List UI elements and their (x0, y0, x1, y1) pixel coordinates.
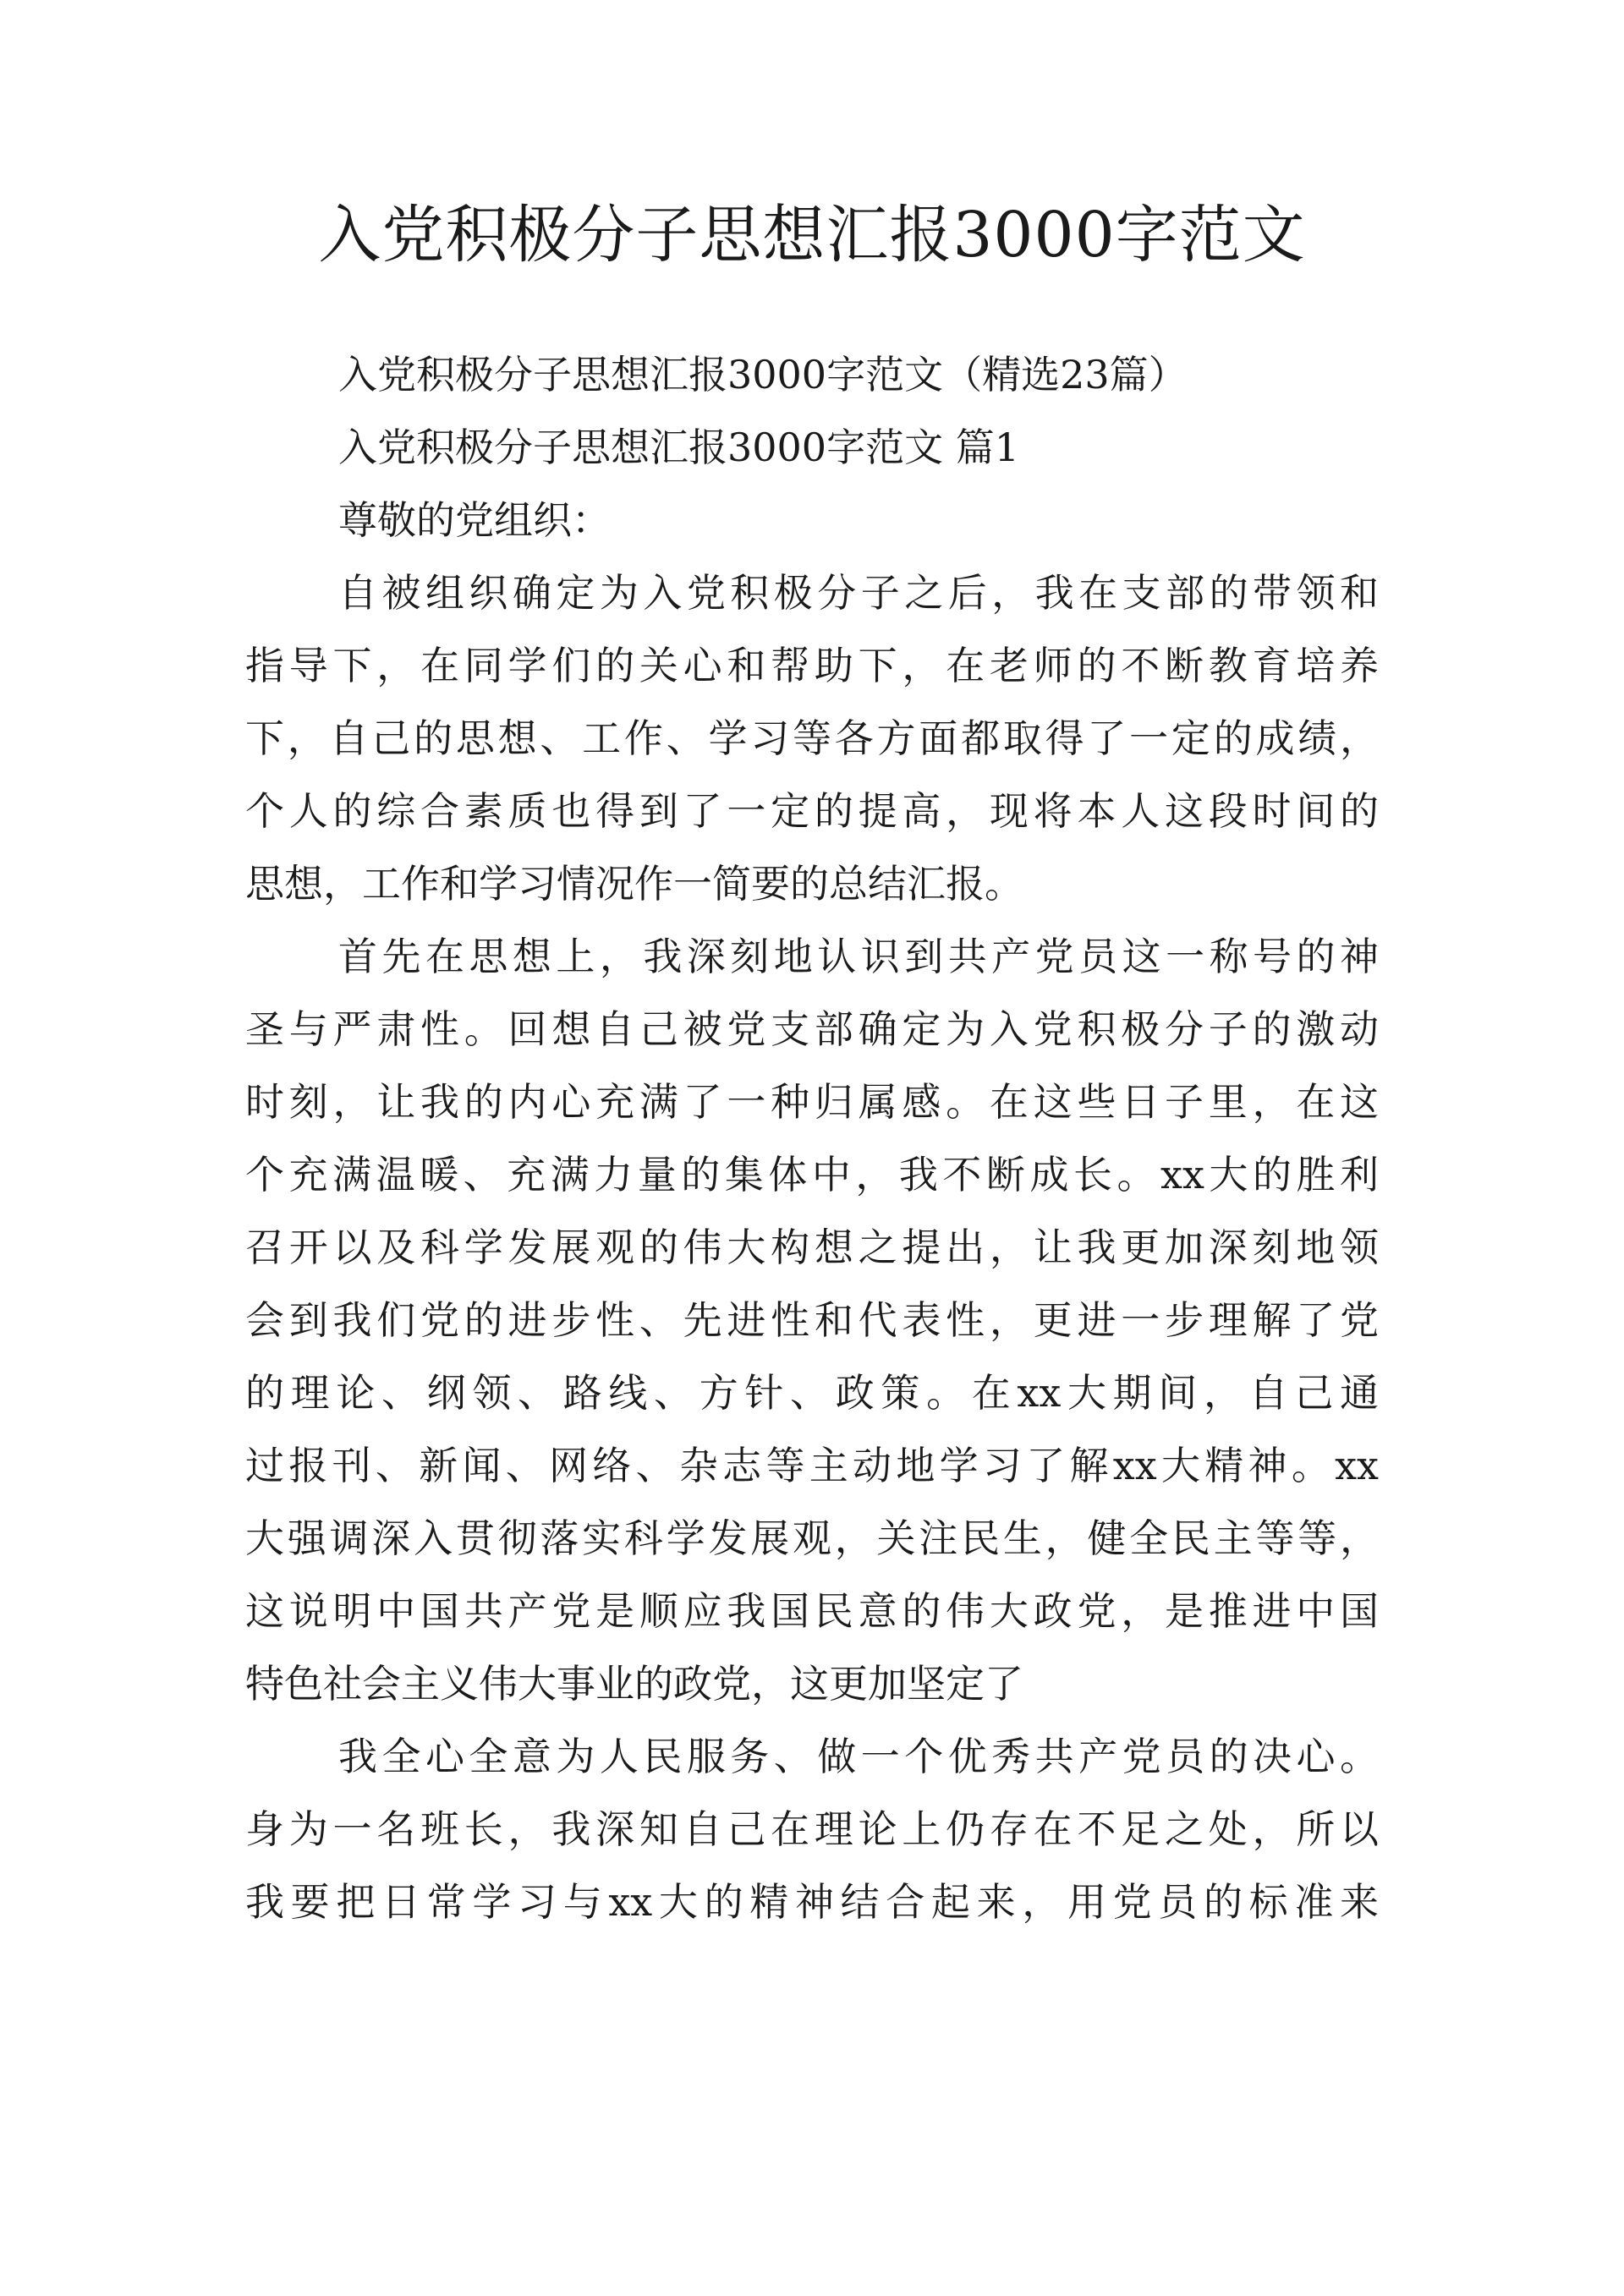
paragraph-3 (245, 1720, 1379, 1938)
paragraph-line: 特色社会主义伟大事业的政党，这更加坚定了 (245, 1661, 1023, 1707)
salutation: 尊敬的党组织： (338, 497, 611, 543)
paragraph-line: 我全心全意为人民服务、做一个优秀共产党员的决心。 (338, 1734, 1379, 1779)
paragraph-2 (245, 920, 1379, 1720)
paragraph-line: 指导下，在同学们的关心和帮助下，在老师的不断教育培养 (245, 643, 1379, 688)
paragraph-1 (245, 556, 1379, 920)
document-title: 入党积极分子思想汇报3000字范文 (318, 199, 1306, 271)
paragraph-line: 下，自己的思想、工作、学习等各方面都取得了一定的成绩， (245, 715, 1379, 761)
paragraph-line: 大强调深入贯彻落实科学发展观，关注民生，健全民主等等， (245, 1515, 1379, 1561)
paragraph-line: 的理论、纲领、路线、方针、政策。在xx大期间，自己通 (245, 1370, 1379, 1416)
document-subtitle: 入党积极分子思想汇报3000字范文（精选23篇） (338, 352, 1188, 397)
paragraph-line: 个人的综合素质也得到了一定的提高，现将本人这段时间的 (245, 788, 1379, 834)
paragraph-line: 身为一名班长，我深知自己在理论上仍存在不足之处，所以 (245, 1806, 1379, 1852)
paragraph-line: 圣与严肃性。回想自己被党支部确定为入党积极分子的激动 (245, 1006, 1379, 1052)
section-heading: 入党积极分子思想汇报3000字范文 篇1 (338, 425, 1019, 470)
paragraph-line: 召开以及科学发展观的伟大构想之提出，让我更加深刻地领 (245, 1225, 1379, 1270)
paragraph-line: 时刻，让我的内心充满了一种归属感。在这些日子里，在这 (245, 1079, 1379, 1125)
document-body (245, 338, 1379, 1938)
paragraph-line: 思想，工作和学习情况作一简要的总结汇报。 (245, 861, 1023, 907)
paragraph-line: 这说明中国共产党是顺应我国民意的伟大政党，是推进中国 (245, 1588, 1379, 1634)
paragraph-line: 过报刊、新闻、网络、杂志等主动地学习了解xx大精神。xx (245, 1443, 1379, 1488)
paragraph-line: 我要把日常学习与xx大的精神结合起来，用党员的标准来 (245, 1879, 1379, 1925)
paragraph-line: 首先在思想上，我深刻地认识到共产党员这一称号的神 (338, 934, 1379, 979)
paragraph-line: 个充满温暖、充满力量的集体中，我不断成长。xx大的胜利 (245, 1152, 1379, 1197)
paragraph-line: 自被组织确定为入党积极分子之后，我在支部的带领和 (338, 570, 1379, 616)
paragraph-line: 会到我们党的进步性、先进性和代表性，更进一步理解了党 (245, 1297, 1379, 1343)
